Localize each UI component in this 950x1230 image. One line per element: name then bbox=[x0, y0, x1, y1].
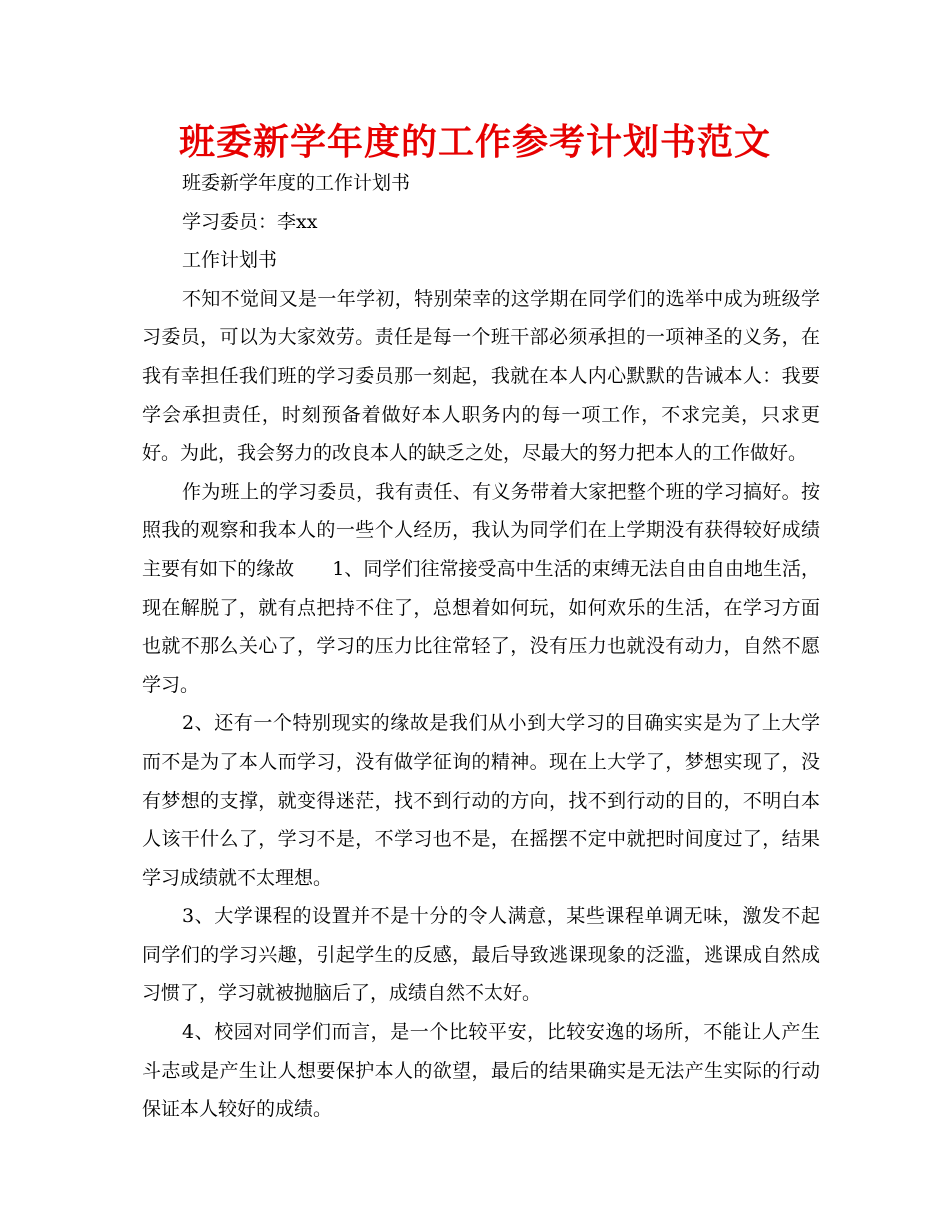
document-body bbox=[142, 164, 820, 1129]
section-heading: 工作计划书 bbox=[182, 249, 278, 272]
paragraph-reason-3: 3、大学课程的设置并不是十分的令人满意，某些课程单调无味，激发不起同学们的学习兴趣，引起学生的反感，最后导致逃课现象的泛滥，逃课成自然成习惯了，学习就被抛脑后了，成绩自然不太好。 bbox=[142, 905, 820, 1005]
paragraph-intro: 不知不觉间又是一年学初，特别荣幸的这学期在同学们的选举中成为班级学习委员，可以为大家效劳。责任是每一个班干部必须承担的一项神圣的义务，在我有幸担任我们班的学习委员那一刻起，我就在本人内心默默的告诫本人：我要学会承担责任，时刻预备着做好本人职务内的每一项工作，不求完美，只求更好。为此，我会努力的改良本人的缺乏之处，尽最大的努力把本人的工作做好。 bbox=[142, 287, 820, 465]
paragraph-reason-2: 2、还有一个特别现实的缘故是我们从小到大学习的目确实实是为了上大学而不是为了本人而学习，没有做学征询的精神。现在上大学了，梦想实现了，没有梦想的支撑，就变得迷茫，找不到行动的方向，找不到行动的目的，不明白本人该干什么了，学习不是，不学习也不是，在摇摆不定中就把时间度过了，结果学习成绩就不太理想。 bbox=[142, 712, 820, 889]
document-title: 班委新学年度的工作参考计划书范文 bbox=[178, 122, 771, 163]
subtitle-line: 班委新学年度的工作计划书 bbox=[182, 172, 411, 194]
paragraph-reason-4: 4、校园对同学们而言，是一个比较平安，比较安逸的场所，不能让人产生斗志或是产生让人想要保护本人的欲望，最后的结果确实是无法产生实际的行动保证本人较好的成绩。 bbox=[142, 1021, 820, 1121]
author-line: 学习委员：李xx bbox=[182, 210, 318, 233]
paragraph-reasons: 作为班上的学习委员，我有责任、有义务带着大家把整个班的学习搞好。按照我的观察和我本人的一些个人经历，我认为同学们在上学期没有获得较好成绩主要有如下的缘故 1、同学们往常接受高中生活的束缚无法自由自由地生活，现在解脱了，就有点把持不住了，总想着如何玩，如何欢乐的生活，在学习方面也就不那么关心了，学习的压力比往常轻了，没有压力也就没有动力，自然不愿学习。 bbox=[142, 480, 820, 696]
